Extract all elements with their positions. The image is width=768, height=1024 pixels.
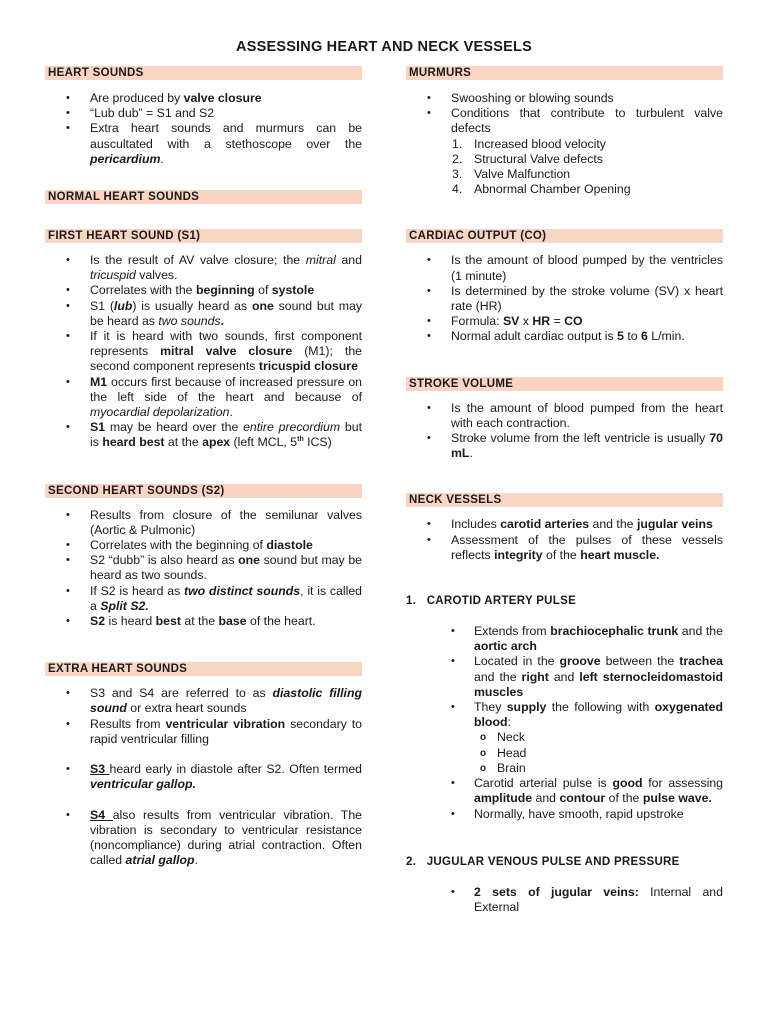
list-item: o Brain	[406, 761, 723, 776]
list-item: • S4 also results from ventricular vibration. The vibration is secondary to ventricular resistance (noncompliance) during atrial contraction. Often called atrial gallop.	[45, 808, 362, 869]
section-header-neck-vessels: NECK VESSELS	[406, 493, 723, 507]
section-header-cardiac-output: CARDIAC OUTPUT (CO)	[406, 229, 723, 243]
list-item: • Assessment of the pulses of these vessels reflects integrity of the heart muscle.	[406, 533, 723, 563]
carotid-list	[406, 624, 723, 822]
list-item: • S2 is heard best at the base of the heart.	[45, 614, 362, 629]
list-item: • Are produced by valve closure	[45, 91, 362, 106]
cardiac-output-list	[406, 253, 723, 344]
list-item: • S1 (lub) is usually heard as one sound but may be heard as two sounds.	[45, 299, 362, 329]
list-item: • Includes carotid arteries and the jugular veins	[406, 517, 723, 532]
list-item: • Is the amount of blood pumped by the ventricles (1 minute)	[406, 253, 723, 283]
list-item: o Head	[406, 746, 723, 761]
extra-sounds-list	[45, 686, 362, 868]
list-item: • S2 “dubb” is also heard as one sound but may be heard as two sounds.	[45, 553, 362, 583]
list-item: • S3 heard early in diastole after S2. Often termed ventricular gallop.	[45, 762, 362, 792]
list-item: • Normal adult cardiac output is 5 to 6 L/min.	[406, 329, 723, 344]
section-header-s2: SECOND HEART SOUNDS (S2)	[45, 484, 362, 498]
list-item: • Is the amount of blood pumped from the heart with each contraction.	[406, 401, 723, 431]
list-item: • S3 and S4 are referred to as diastolic filling sound or extra heart sounds	[45, 686, 362, 716]
list-item: • Stroke volume from the left ventricle is usually 70 mL.	[406, 431, 723, 461]
murmurs-numbered-list	[406, 137, 723, 198]
list-item: • M1 occurs first because of increased pressure on the left side of the heart and because of myocardial depolarization.	[45, 375, 362, 421]
list-item: • Formula: SV x HR = CO	[406, 314, 723, 329]
section-header-jugular: 2. JUGULAR VENOUS PULSE AND PRESSURE	[406, 855, 680, 868]
left-column	[45, 66, 362, 868]
section-header-heart-sounds: HEART SOUNDS	[45, 66, 362, 80]
list-item: 1. Increased blood velocity	[452, 136, 606, 151]
list-item: o Neck	[406, 730, 723, 745]
heart-sounds-list	[45, 91, 362, 167]
s2-list	[45, 508, 362, 630]
stroke-volume-list	[406, 401, 723, 462]
list-item: • S1 may be heard over the entire precordium but is heard best at the apex (left MCL, 5th ICS)	[45, 420, 362, 450]
list-item: • Normally, have smooth, rapid upstroke	[406, 807, 723, 822]
list-item: • Correlates with the beginning of diastole	[45, 538, 362, 553]
carotid-supply-sublist	[406, 730, 723, 776]
list-item: • “Lub dub” = S1 and S2	[45, 106, 362, 121]
section-header-stroke-volume: STROKE VOLUME	[406, 377, 723, 391]
murmurs-list	[406, 91, 723, 137]
list-item: • Carotid arterial pulse is good for assessing amplitude and contour of the pulse wave.	[406, 776, 723, 806]
list-item: • If S2 is heard as two distinct sounds, it is called a Split S2.	[45, 584, 362, 614]
list-item: • Extra heart sounds and murmurs can be auscultated with a stethoscope over the pericardium.	[45, 121, 362, 167]
list-item: • If it is heard with two sounds, first component represents mitral valve closure (M1); the second component represents tricuspid closure	[45, 329, 362, 375]
list-item: 2. Structural Valve defects	[452, 151, 603, 166]
s1-list	[45, 253, 362, 451]
list-item: • Extends from brachiocephalic trunk and the aortic arch	[406, 624, 723, 654]
jugular-list	[406, 885, 723, 915]
list-item: 3. Valve Malfunction	[452, 167, 571, 182]
list-item: • 2 sets of jugular veins: Internal and External	[406, 885, 723, 915]
page-title: ASSESSING HEART AND NECK VESSELS	[236, 39, 532, 55]
section-header-carotid: 1. CAROTID ARTERY PULSE	[406, 595, 577, 608]
list-item: • Is determined by the stroke volume (SV) x heart rate (HR)	[406, 284, 723, 314]
list-item: • Located in the groove between the trachea and the right and left sternocleidomastoid muscles	[406, 654, 723, 700]
list-item: • Is the result of AV valve closure; the mitral and tricuspid valves.	[45, 253, 362, 283]
list-item: 4. Abnormal Chamber Opening	[452, 182, 631, 197]
section-header-extra-heart-sounds: EXTRA HEART SOUNDS	[45, 662, 362, 676]
section-header-s1: FIRST HEART SOUND (S1)	[45, 229, 362, 243]
list-item: • Correlates with the beginning of systole	[45, 283, 362, 298]
list-item: • Conditions that contribute to turbulent valve defects	[406, 106, 723, 136]
list-item: • Results from closure of the semilunar valves (Aortic & Pulmonic)	[45, 508, 362, 538]
right-column	[406, 66, 723, 915]
list-item: • Results from ventricular vibration secondary to rapid ventricular filling	[45, 717, 362, 747]
list-item: • Swooshing or blowing sounds	[406, 91, 723, 106]
list-item: • They supply the following with oxygenated blood: o Neck o Head o Brain	[406, 700, 723, 776]
neck-vessels-list	[406, 517, 723, 563]
section-header-normal-heart-sounds: NORMAL HEART SOUNDS	[45, 190, 362, 204]
section-header-murmurs: MURMURS	[406, 66, 723, 80]
